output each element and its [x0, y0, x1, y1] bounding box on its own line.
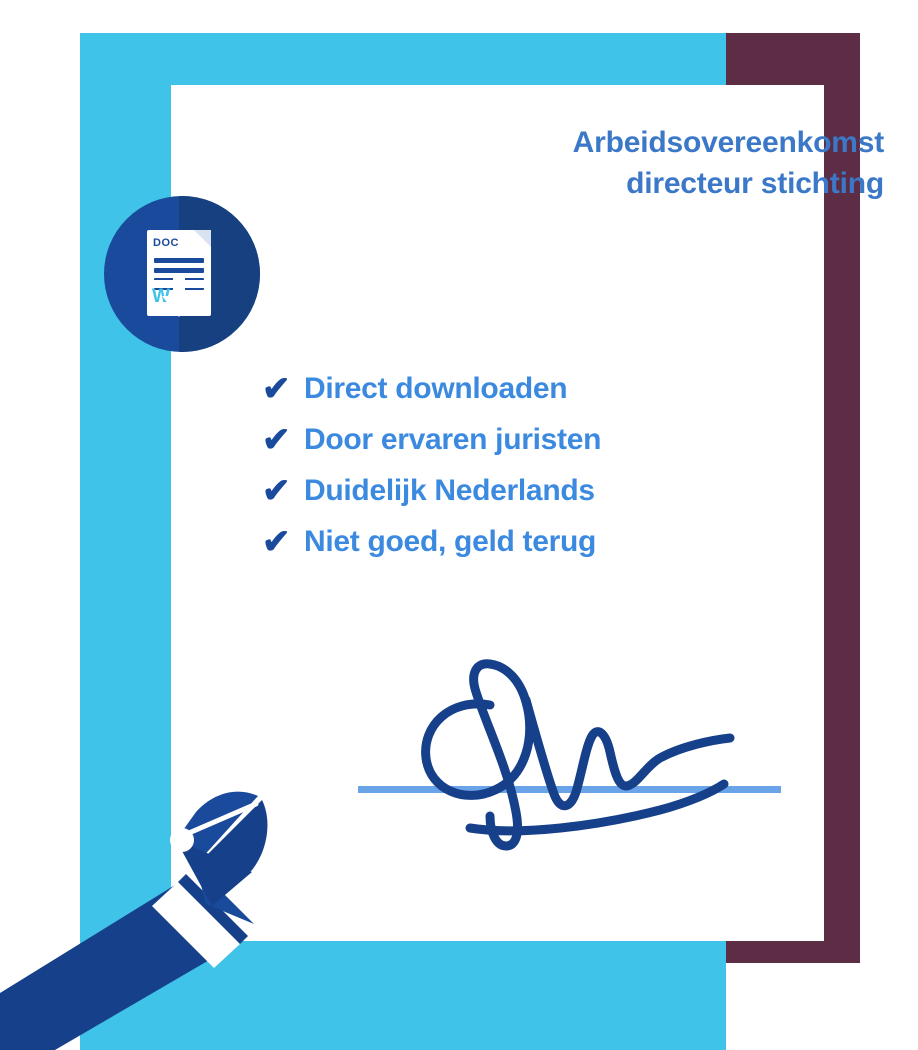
- fountain-pen-nib-icon: [0, 700, 380, 1050]
- doc-type-label: DOC: [153, 237, 179, 249]
- list-item: [262, 414, 782, 465]
- page-title-line-1: Arbeidsovereenkomst: [572, 126, 884, 159]
- check-icon: ✔: [262, 471, 291, 510]
- check-icon: ✔: [262, 420, 291, 459]
- download-arrow-icon: [162, 278, 196, 318]
- arrow-head: [162, 296, 196, 317]
- list-item-label: Duidelijk Nederlands: [304, 473, 595, 507]
- check-icon: ✔: [262, 522, 291, 561]
- check-icon: ✔: [262, 369, 291, 408]
- page-title-line-2: directeur stichting: [626, 167, 884, 201]
- doc-text-line: [154, 268, 204, 273]
- list-item: [262, 465, 782, 516]
- page-title: [344, 122, 884, 205]
- benefits-list: [262, 363, 782, 567]
- doc-text-line: [154, 258, 204, 263]
- list-item-label: Door ervaren juristen: [304, 422, 602, 456]
- list-item: [262, 363, 782, 414]
- handwritten-signature: [330, 640, 750, 870]
- list-item-label: Direct downloaden: [304, 371, 568, 405]
- word-watermark: W: [152, 286, 169, 307]
- document-download-icon: [104, 196, 260, 352]
- list-item-label: Niet goed, geld terug: [304, 524, 597, 558]
- arrow-stem: [173, 278, 185, 298]
- list-item: [262, 516, 782, 567]
- page-fold-corner: [194, 230, 211, 247]
